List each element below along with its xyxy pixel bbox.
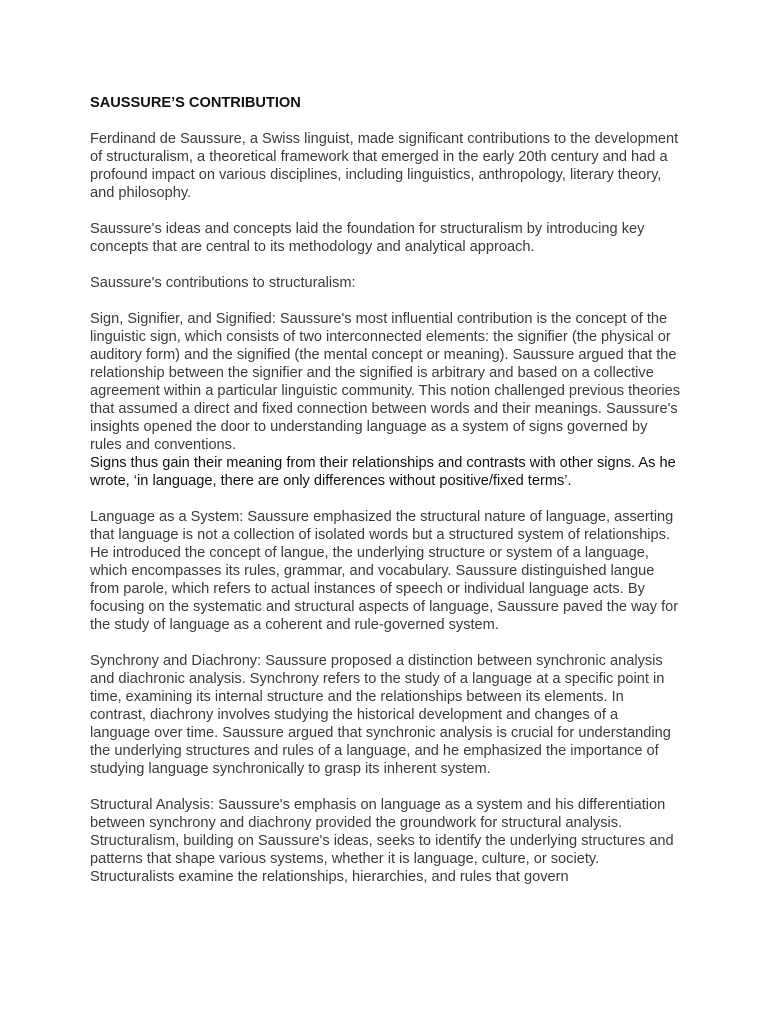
paragraph-synchrony-diachrony: Synchrony and Diachrony: Saussure proposed a distinction between synchronic analysis and diachronic analysis. Synchrony refers to the study of a language at a specific point in time, examining its internal structure and the relationships between its elements. In contrast, diachrony involves studying the historical development and changes of a language over time. Saussure argued that synchronic analysis is crucial for understanding the underlying structures and rules of a language, and he emphasized the importance of studying language synchronically to grasp its inherent system. <box>90 653 671 777</box>
paragraph-structural-analysis: Structural Analysis: Saussure's emphasis on language as a system and his differentiation between synchrony and diachrony provided the groundwork for structural analysis. Structuralism, building on Saussure's ideas, seeks to identify the underlying structures and patterns that shape various systems, whether it is language, culture, or society. Structuralists examine the relationships, hierarchies, and rules that govern <box>90 797 674 885</box>
paragraph-contributions-heading: Saussure's contributions to structuralism: <box>90 275 356 291</box>
paragraph-language-as-system: Language as a System: Saussure emphasized the structural nature of language, asserting that language is not a collection of isolated words but a structured system of relationships. He introduced the concept of langue, the underlying structure or system of a language, which encompasses its rules, grammar, and vocabulary. Saussure distinguished langue from parole, which refers to actual instances of speech or individual language acts. By focusing on the systematic and structural aspects of language, Saussure paved the way for the study of language as a coherent and rule-governed system. <box>90 509 679 633</box>
paragraph-signs-meaning: Signs thus gain their meaning from their relationships and contrasts with other signs. As he wrote, ‘in language, there are only differences without positive/fixed terms’. <box>90 455 676 489</box>
paragraph-sign-signifier-signified: Sign, Signifier, and Signified: Saussure's most influential contribution is the concept of the linguistic sign, which consists of two interconnected elements: the signifier (the physical or auditory form) and the signified (the mental concept or meaning). Saussure argued that the relationship between the signifier and the signified is arbitrary and based on a collective agreement within a particular linguistic community. This notion challenged previous theories that assumed a direct and fixed connection between words and their meanings. Saussure's insights opened the door to understanding language as a system of signs governed by rules and conventions. <box>90 311 680 453</box>
paragraph-intro: Ferdinand de Saussure, a Swiss linguist, made significant contributions to the development of structuralism, a theoretical framework that emerged in the early 20th century and had a profound impact on various disciplines, including linguistics, anthropology, literary theory, and philosophy. <box>90 131 679 201</box>
document-page <box>90 94 682 904</box>
document-title: SAUSSURE’S CONTRIBUTION <box>90 95 301 111</box>
paragraph-foundation: Saussure's ideas and concepts laid the foundation for structuralism by introducing key concepts that are central to its methodology and analytical approach. <box>90 221 645 255</box>
